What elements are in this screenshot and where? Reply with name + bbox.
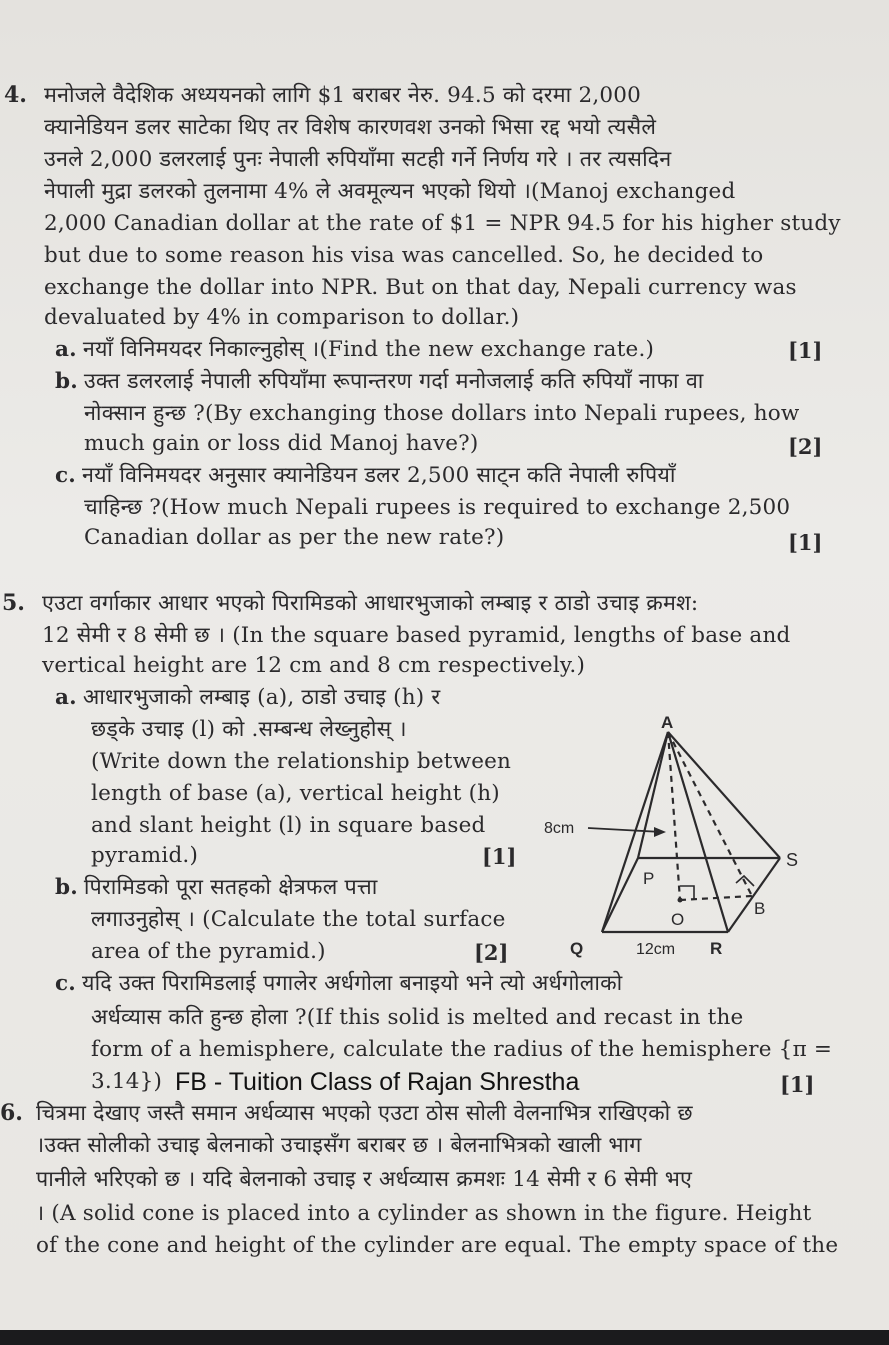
q4-line-8: devaluated by 4% in comparison to dollar.): [44, 305, 520, 330]
q4b-label: b.: [55, 369, 78, 394]
q5c-line-3: form of a hemisphere, calculate the radius of the hemisphere {π =: [91, 1037, 833, 1062]
edge-a-s: [668, 732, 780, 858]
label-a: A: [661, 713, 674, 732]
question-4-number: 4.: [4, 82, 27, 108]
q4-line-2: क्यानेडियन डलर साटेका थिए तर विशेष कारणवश उनको भिसा रद्द भयो त्यसैले: [44, 115, 657, 140]
label-8cm: 8cm: [544, 820, 575, 837]
q5a-line-2: छड्के उचाइ (l) को .सम्बन्ध लेख्नुहोस् ।: [91, 717, 407, 742]
q4c-line-1: [55, 462, 676, 490]
q4-line-3: उनले 2,000 डलरलाई पुनः नेपाली रुपियाँमा सटही गर्ने निर्णय गरे । तर त्यसदिन: [44, 147, 672, 172]
q4a-question: नयाँ विनिमयदर निकाल्नुहोस् ।(Find the new exchange rate.): [82, 337, 655, 362]
q5c-marks: [1]: [780, 1072, 815, 1097]
q4-line-6: but due to some reason his visa was cancelled. So, he decided to: [44, 243, 764, 268]
q4b-line-1: [55, 368, 704, 396]
q4-line-4: नेपाली मुद्रा डलरको तुलनामा 4% ले अवमूल्यन भएको थियो ।(Manoj exchanged: [44, 179, 736, 204]
q5a-line-4: length of base (a), vertical height (h): [91, 781, 500, 806]
q4c-marks: [1]: [788, 530, 823, 555]
q6-line-1: चित्रमा देखाए जस्तै समान अर्धव्यास भएको एउटा ठोस सोली वेलनाभित्र राखिएको छ: [36, 1101, 693, 1126]
q4b-question-1: उक्त डलरलाई नेपाली रुपियाँमा रूपान्तरण गर्दा मनोजलाई कति रुपियाँ नाफा वा: [83, 369, 704, 394]
q5c-line-2: अर्धव्यास कति हुन्छ होला ?(If this solid is melted and recast in the: [91, 1005, 744, 1030]
q5c-label: c.: [55, 971, 76, 996]
segment-o-b: [680, 896, 752, 900]
q5-line-3: vertical height are 12 cm and 8 cm respectively.): [42, 653, 586, 678]
q5b-line-3: area of the pyramid.): [91, 939, 326, 964]
q4a-marks: [1]: [788, 338, 823, 363]
q4-line-1: मनोजले वैदेशिक अध्ययनको लागि $1 बराबर नेरु. 94.5 को दरमा 2,000: [44, 83, 642, 108]
q5a-line-1: [55, 684, 440, 712]
q5b-question-1: पिरामिडको पूरा सतहको क्षेत्रफल पत्ता: [83, 875, 378, 900]
height-pointer: [588, 828, 662, 832]
q5c-line-1: [55, 970, 622, 998]
label-r: R: [710, 939, 723, 958]
label-b: B: [754, 899, 766, 918]
edge-q-p: [602, 858, 638, 932]
point-o: [678, 898, 683, 903]
q5-line-2: 12 सेमी र 8 सेमी छ । (In the square based pyramid, lengths of base and: [42, 623, 791, 648]
q5a-marks: [1]: [482, 844, 517, 869]
q5b-line-2: लगाउनुहोस् । (Calculate the total surface: [91, 907, 506, 932]
q5a-label: a.: [55, 685, 77, 710]
height-pointer-head: [654, 827, 666, 837]
q4c-label: c.: [55, 463, 76, 488]
edge-a-p: [638, 732, 668, 858]
q4b-marks: [2]: [788, 434, 823, 459]
q5a-line-5: and slant height (l) in square based: [91, 813, 486, 838]
q6-line-4: । (A solid cone is placed into a cylinder as shown in the figure. Height: [36, 1201, 812, 1226]
q5c-line-4: 3.14}): [91, 1069, 163, 1094]
q5-line-1: एउटा वर्गाकार आधार भएको पिरामिडको आधारभुजाको लम्बाइ र ठाडो उचाइ क्रमश:: [42, 591, 699, 616]
q5a-line-6: pyramid.): [91, 843, 199, 868]
q6-line-5: of the cone and height of the cylinder are equal. The empty space of the: [36, 1233, 839, 1258]
label-p: P: [643, 869, 655, 888]
pyramid-figure: [530, 700, 820, 970]
label-s: S: [786, 850, 799, 870]
question-6-number: 6.: [0, 1100, 23, 1126]
edge-r-s: [728, 858, 780, 932]
bottom-edge: [0, 1330, 889, 1345]
q5b-line-1: [55, 874, 378, 902]
q4c-question-1: नयाँ विनिमयदर अनुसार क्यानेडियन डलर 2,500 साट्न कति नेपाली रुपियाँ: [81, 463, 676, 488]
q5a-line-3: (Write down the relationship between: [91, 749, 512, 774]
q4-line-7: exchange the dollar into NPR. But on that day, Nepali currency was: [44, 275, 797, 300]
right-angle-o: [680, 886, 694, 899]
q5b-marks: [2]: [474, 940, 509, 965]
q4c-line-2: चाहिन्छ ?(How much Nepali rupees is required to exchange 2,500: [84, 495, 791, 520]
q5c-question-1: यदि उक्त पिरामिडलाई पगालेर अर्धगोला बनाइयो भने त्यो अर्धगोलाको: [81, 971, 623, 996]
q4b-line-2: नोक्सान हुन्छ ?(By exchanging those dollars into Nepali rupees, how: [84, 401, 800, 426]
q4-line-5: 2,000 Canadian dollar at the rate of $1 = NPR 94.5 for his higher study: [44, 211, 841, 236]
watermark-text: FB - Tuition Class of Rajan Shrestha: [175, 1068, 580, 1096]
label-q: Q: [570, 939, 584, 958]
q5b-label: b.: [55, 875, 78, 900]
q5a-question-1: आधारभुजाको लम्बाइ (a), ठाडो उचाइ (h) र: [82, 685, 441, 710]
q4c-line-3: Canadian dollar as per the new rate?): [84, 525, 505, 550]
q4b-line-3: much gain or loss did Manoj have?): [84, 431, 479, 456]
question-5-number: 5.: [2, 590, 25, 616]
q6-line-3: पानीले भरिएको छ । यदि बेलनाको उचाइ र अर्धव्यास क्रमशः 14 सेमी र 6 सेमी भए: [36, 1167, 693, 1192]
label-o: O: [671, 910, 685, 929]
q4a-text: [55, 336, 654, 364]
q4a-label: a.: [55, 337, 77, 362]
q6-line-2: ।उक्त सोलीको उचाइ बेलनाको उचाइसँग बराबर छ । बेलनाभित्रको खाली भाग: [36, 1133, 642, 1158]
height-a-o: [668, 732, 680, 900]
label-12cm: 12cm: [636, 941, 676, 958]
